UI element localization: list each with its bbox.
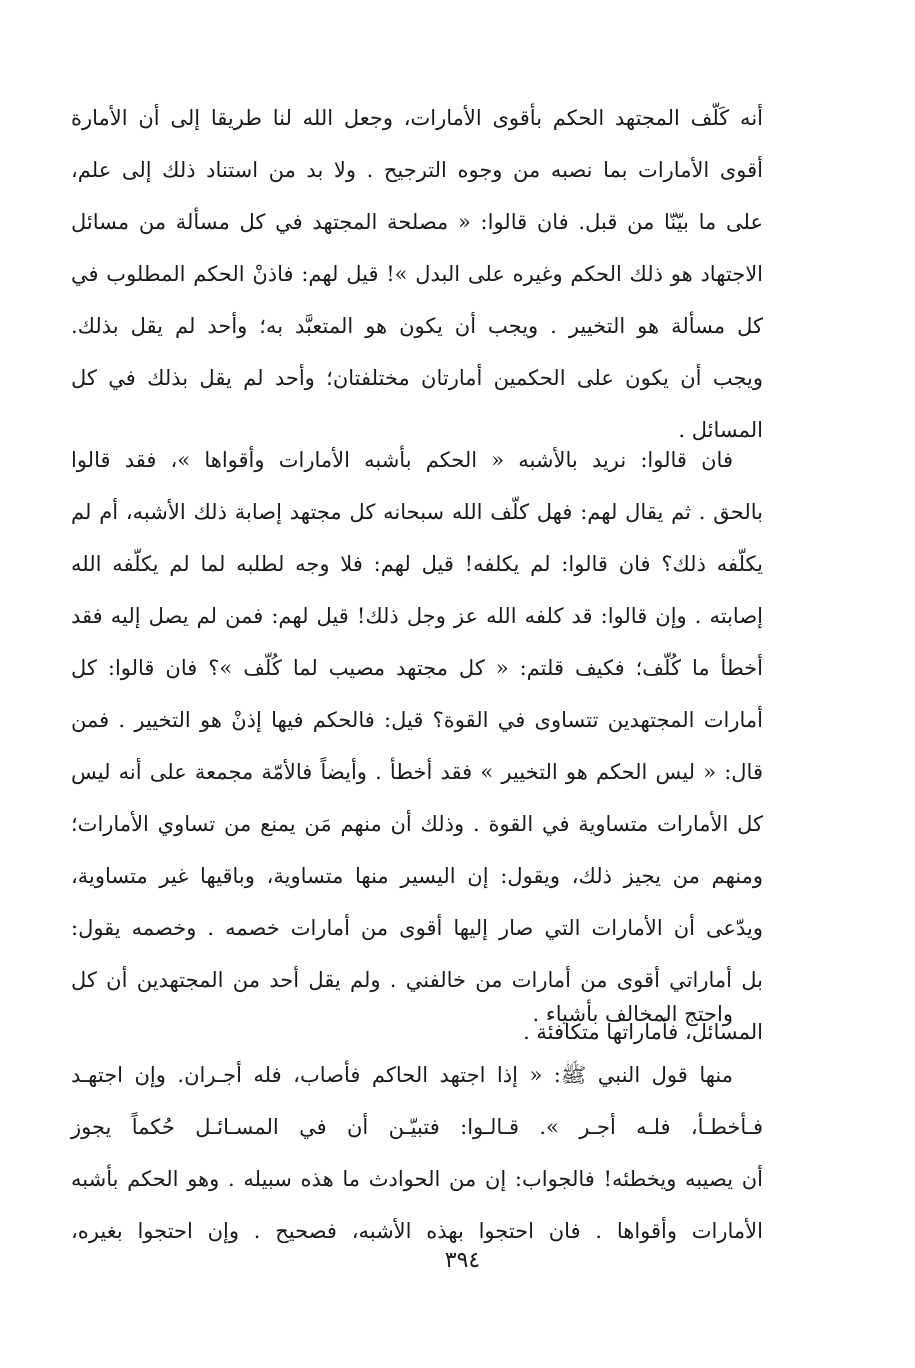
text-line: يكلّفه ذلك؟ فان قالوا: لم يكلفه! قيل لهم: فلا وجه لطلبه لما لم يكلّفه الله [71, 552, 763, 576]
text-line: أن يصيبه ويخطئه! فالجواب: إن من الحوادث ما هذه سبيله . وهو الحكم بأشبه [71, 1167, 763, 1191]
text-line: أنه كَلّف المجتهد الحكم بأقوى الأمارات، وجعل الله لنا طريقا إلى أن الأمارة [71, 106, 763, 130]
text-line: ويدّعى أن الأمارات التي صار إليها أقوى من أمارات خصمه . وخصمه يقول: [71, 916, 763, 940]
paragraph-3 [71, 988, 763, 1040]
text-line: كل الأمارات متساوية في القوة . وذلك أن منهم مَن يمنع من تساوي الأمارات؛ [71, 812, 763, 836]
text-line: فـأخطـأ، فلـه أجـر ». قـالـوا: فتبيّـن أن في المسـائـل حُكماً يجوز [71, 1115, 763, 1139]
paragraph-2 [71, 434, 763, 1058]
text-line: منها قول النبي ﷺ: « إذا اجتهد الحاكم فأصاب، فله أجـران. وإن اجتهـد [71, 1063, 733, 1087]
text-line: المسائل . [678, 418, 763, 442]
text-line: ويجب أن يكون على الحكمين أمارتان مختلفتان؛ وأحد لم يقل بذلك في كل [71, 366, 763, 390]
text-line: بل أماراتي أقوى من أمارات من خالفني . ولم يقل أحد من المجتهدين أن كل [71, 968, 763, 992]
text-line: قال: « ليس الحكم هو التخيير » فقد أخطأ . وأيضاً فالأمّة مجمعة على أنه ليس [71, 760, 763, 784]
text-line: أخطأ ما كُلّف؛ فكيف قلتم: « كل مجتهد مصيب لما كُلّف »؟ فان قالوا: كل [71, 656, 763, 680]
text-line: بالحق . ثم يقال لهم: فهل كلّف الله سبحانه كل مجتهد إصابة ذلك الأشبه، أم لم [71, 500, 763, 524]
text-line: واحتج المخالف بأشياء . [532, 1002, 733, 1026]
text-line: أمارات المجتهدين تتساوى في القوة؟ قيل: فالحكم فيها إذنْ هو التخيير . فمن [71, 708, 763, 732]
paragraph-4 [71, 1049, 763, 1257]
text-line: إصابته . وإن قالوا: قد كلفه الله عز وجل ذلك! قيل لهم: فمن لم يصل إليه فقد [71, 604, 763, 628]
text-line: كل مسألة هو التخيير . ويجب أن يكون هو المتعبَّد به؛ وأحد لم يقل بذلك. [71, 314, 763, 338]
text-line: ومنهم من يجيز ذلك، ويقول: إن اليسير منها متساوية، وباقيها غير متساوية، [71, 864, 763, 888]
text-line: أقوى الأمارات بما نصبه من وجوه الترجيح . ولا بد من استناد ذلك إلى علم، [71, 158, 763, 182]
page-number: ٣٩٤ [444, 1248, 481, 1273]
paragraph-1 [71, 92, 763, 456]
text-line: الأمارات وأقواها . فان احتجوا بهذه الأشبه، فصحيح . وإن احتجوا بغيره، [71, 1219, 763, 1243]
text-line: فان قالوا: نريد بالأشبه « الحكم بأشبه الأمارات وأقواها »، فقد قالوا [71, 448, 733, 472]
text-line: المسائل، فأماراتها متكافئة . [523, 1020, 763, 1044]
text-line: على ما بيّنّا من قبل. فان قالوا: « مصلحة المجتهد في كل مسألة من مسائل [71, 210, 763, 234]
text-line: الاجتهاد هو ذلك الحكم وغيره على البدل »! قيل لهم: فاذنْ الحكم المطلوب في [71, 262, 763, 286]
